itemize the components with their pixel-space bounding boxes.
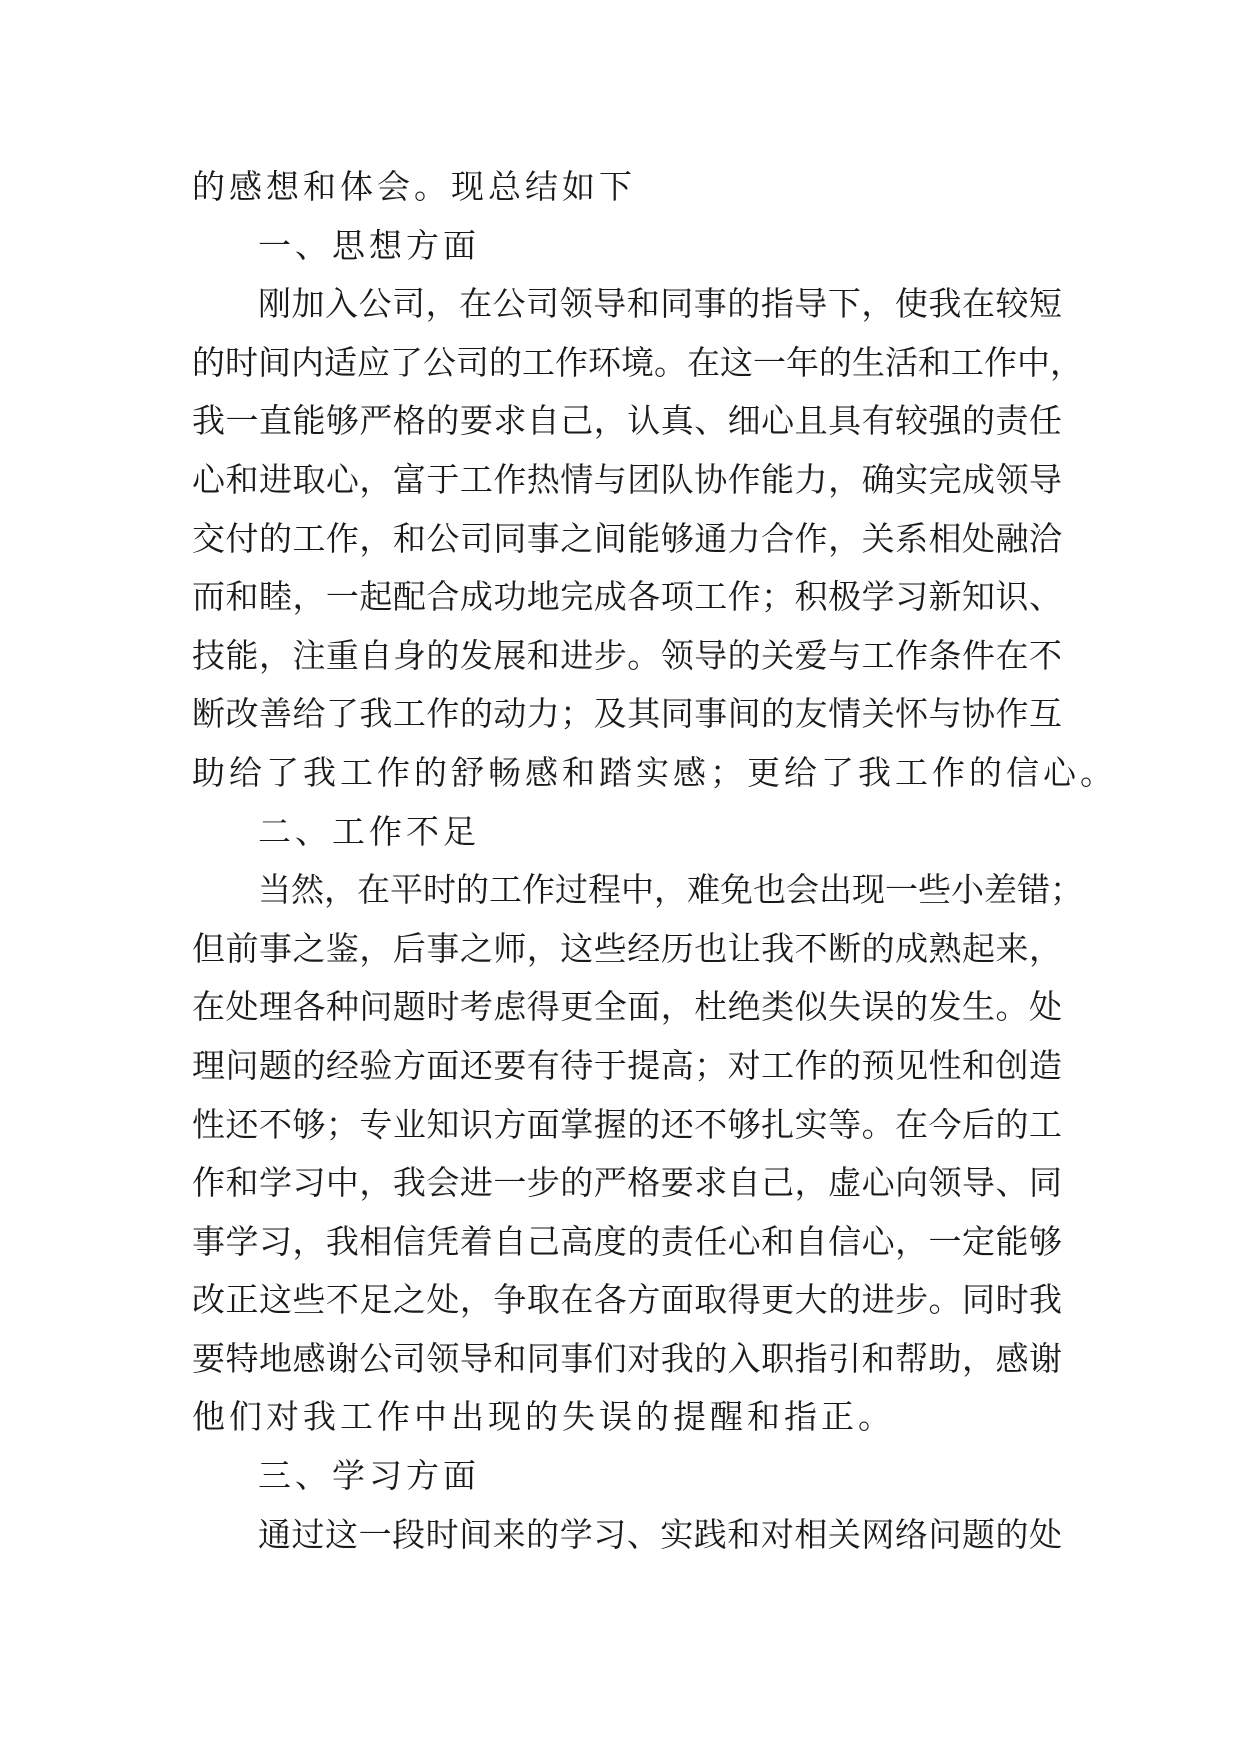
text-line: 通过这一段时间来的学习、实践和对相关网络问题的处 [258,1514,1062,1554]
text-line: 改正这些不足之处，争取在各方面取得更大的进步。同时我 [192,1280,1062,1320]
text-line: 当然，在平时的工作过程中，难免也会出现一些小差错； [258,870,1083,910]
text-line: 而和睦，一起配合成功地完成各项工作；积极学习新知识、 [192,577,1062,617]
text-line: 断改善给了我工作的动力；及其同事间的友情关怀与协作互 [192,694,1062,734]
text-line: 心和进取心，富于工作热情与团队协作能力，确实完成领导 [192,459,1062,499]
text-line: 的感想和体会。现总结如下 [192,167,636,206]
text-line: 刚加入公司，在公司领导和同事的指导下，使我在较短 [258,284,1062,324]
text-line: 他们对我工作中出现的失误的提醒和指正。 [192,1397,895,1437]
text-line: 但前事之鉴，后事之师，这些经历也让我不断的成熟起来， [192,928,1062,968]
section-heading: 二、工作不足 [258,811,480,851]
text-line: 理问题的经验方面还要有待于提高；对工作的预见性和创造 [192,1045,1062,1085]
section-heading: 一、思想方面 [258,225,480,265]
text-line: 交付的工作，和公司同事之间能够通力合作，关系相处融洽 [192,518,1062,558]
text-line: 我一直能够严格的要求自己，认真、细心且具有较强的责任 [192,401,1062,441]
text-line: 作和学习中，我会进一步的严格要求自己，虚心向领导、同 [192,1163,1062,1203]
text-line: 技能，注重自身的发展和进步。领导的关爱与工作条件在不 [192,635,1062,675]
text-line: 性还不够；专业知识方面掌握的还不够扎实等。在今后的工 [192,1104,1062,1144]
section-heading: 三、学习方面 [258,1456,480,1496]
text-line: 的时间内适应了公司的工作环境。在这一年的生活和工作中， [192,342,1083,382]
text-line: 助给了我工作的舒畅感和踏实感；更给了我工作的信心。 [192,752,1117,792]
text-line: 要特地感谢公司领导和同事们对我的入职指引和帮助，感谢 [192,1338,1062,1378]
text-line: 在处理各种问题时考虑得更全面，杜绝类似失误的发生。处 [192,987,1062,1027]
text-line: 事学习，我相信凭着自己高度的责任心和自信心，一定能够 [192,1221,1062,1261]
document-body [192,158,1117,1564]
